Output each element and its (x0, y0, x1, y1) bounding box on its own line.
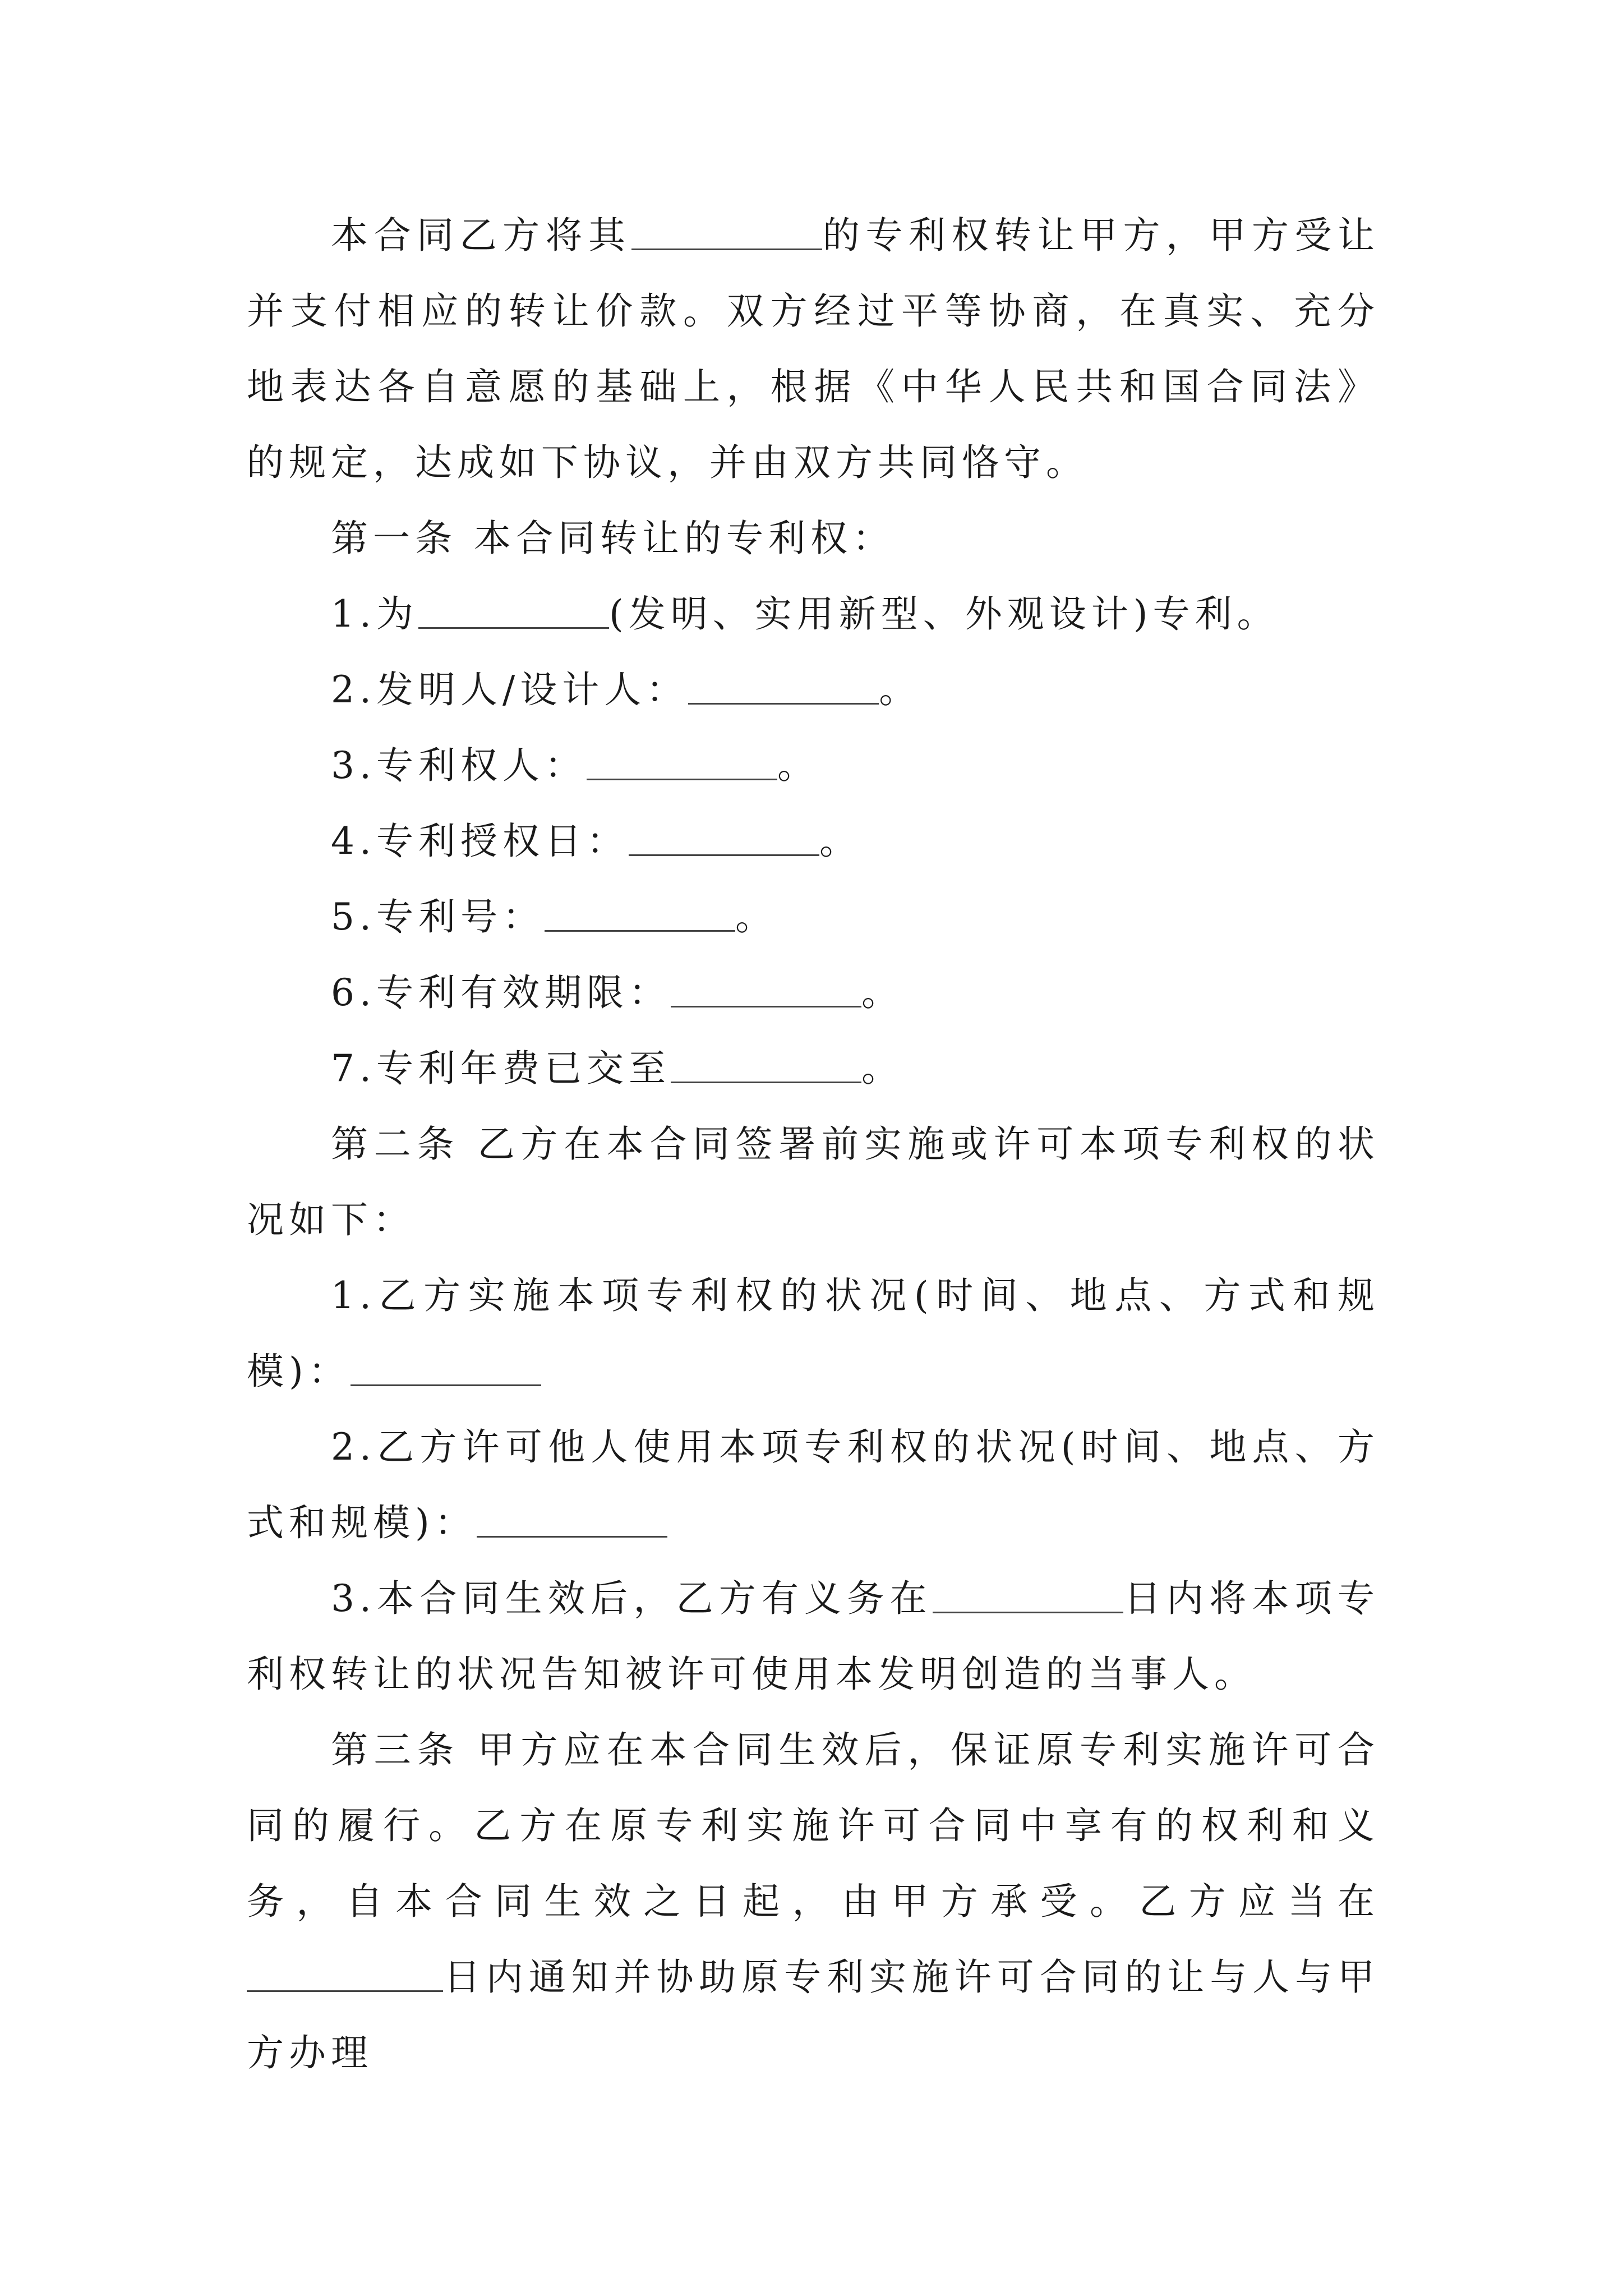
item-text: 日内将本项专利权转让的状况告知被许可使用本发明创造的当事人。 (247, 1577, 1380, 1696)
blank-field (545, 893, 735, 932)
article-1-item-3 (247, 728, 1380, 803)
blank-field (688, 666, 879, 705)
article-1-item-7 (247, 1030, 1380, 1106)
article-2-item-1 (247, 1258, 1380, 1409)
blank-field (629, 817, 819, 856)
blank-field (671, 1045, 861, 1083)
item-text: 5.专利号： (331, 895, 545, 938)
blank-field (418, 590, 609, 629)
blank-field (351, 1347, 541, 1386)
article-2-item-2 (247, 1409, 1380, 1561)
article-3-text-b: 日内通知并协助原专利实施许可合同的让与人与甲方办理 (247, 1955, 1380, 2074)
item-text: 。 (819, 820, 861, 863)
item-text: (发明、实用新型、外观设计)专利。 (608, 592, 1279, 636)
item-text: 2.乙方许可他人使用本项专利权的状况(时间、地点、方式和规模)： (247, 1425, 1380, 1544)
item-text: 。 (861, 971, 903, 1014)
article-2-title: 第二条 乙方在本合同签署前实施或许可本项专利权的状况如下： (247, 1122, 1380, 1241)
article-1-item-6 (247, 955, 1380, 1030)
item-text: 1.乙方实施本项专利权的状况(时间、地点、方式和规模)： (247, 1274, 1380, 1393)
intro-text-b: 的专利权转让甲方，甲方受让并支付相应的转让价款。双方经过平等协商，在真实、充分地表达各自意愿的基础上，根据《中华人民共和国合同法》的规定，达成如下协议，并由双方共同恪守。 (247, 214, 1380, 484)
item-text: 3.本合同生效后，乙方有义务在 (331, 1577, 933, 1620)
item-text: 6.专利有效期限： (331, 971, 671, 1014)
blank-field (587, 742, 777, 780)
article-3-paragraph (247, 1712, 1380, 2091)
intro-text-a: 本合同乙方将其 (331, 214, 631, 257)
item-text: 。 (879, 668, 921, 711)
blank-field (631, 211, 822, 250)
item-text: 。 (777, 744, 819, 787)
item-text: 4.专利授权日： (331, 820, 629, 863)
blank-field (477, 1499, 667, 1538)
blank-field (933, 1575, 1123, 1613)
blank-field (671, 969, 861, 1007)
article-1-item-1 (247, 576, 1380, 652)
article-1-title: 第一条 本合同转让的专利权： (331, 517, 895, 560)
blank-field (247, 1953, 443, 1992)
item-text: 3.专利权人： (331, 744, 587, 787)
article-3-text-a: 第三条 甲方应在本合同生效后，保证原专利实施许可合同的履行。乙方在原专利实施许可合同中享有的权利和义务，自本合同生效之日起，由甲方承受。乙方应当在 (247, 1728, 1380, 1923)
article-1-item-2 (247, 652, 1380, 728)
item-text: 7.专利年费已交至 (331, 1047, 671, 1090)
item-text: 。 (861, 1047, 903, 1090)
intro-paragraph (247, 197, 1380, 500)
item-text: 。 (735, 895, 777, 938)
article-2-item-3 (247, 1561, 1380, 1712)
contract-document (247, 197, 1380, 2091)
item-text: 2.发明人/设计人： (331, 668, 689, 711)
article-1-item-5 (247, 879, 1380, 955)
item-text: 1.为 (331, 592, 418, 636)
article-1-item-4 (247, 803, 1380, 879)
